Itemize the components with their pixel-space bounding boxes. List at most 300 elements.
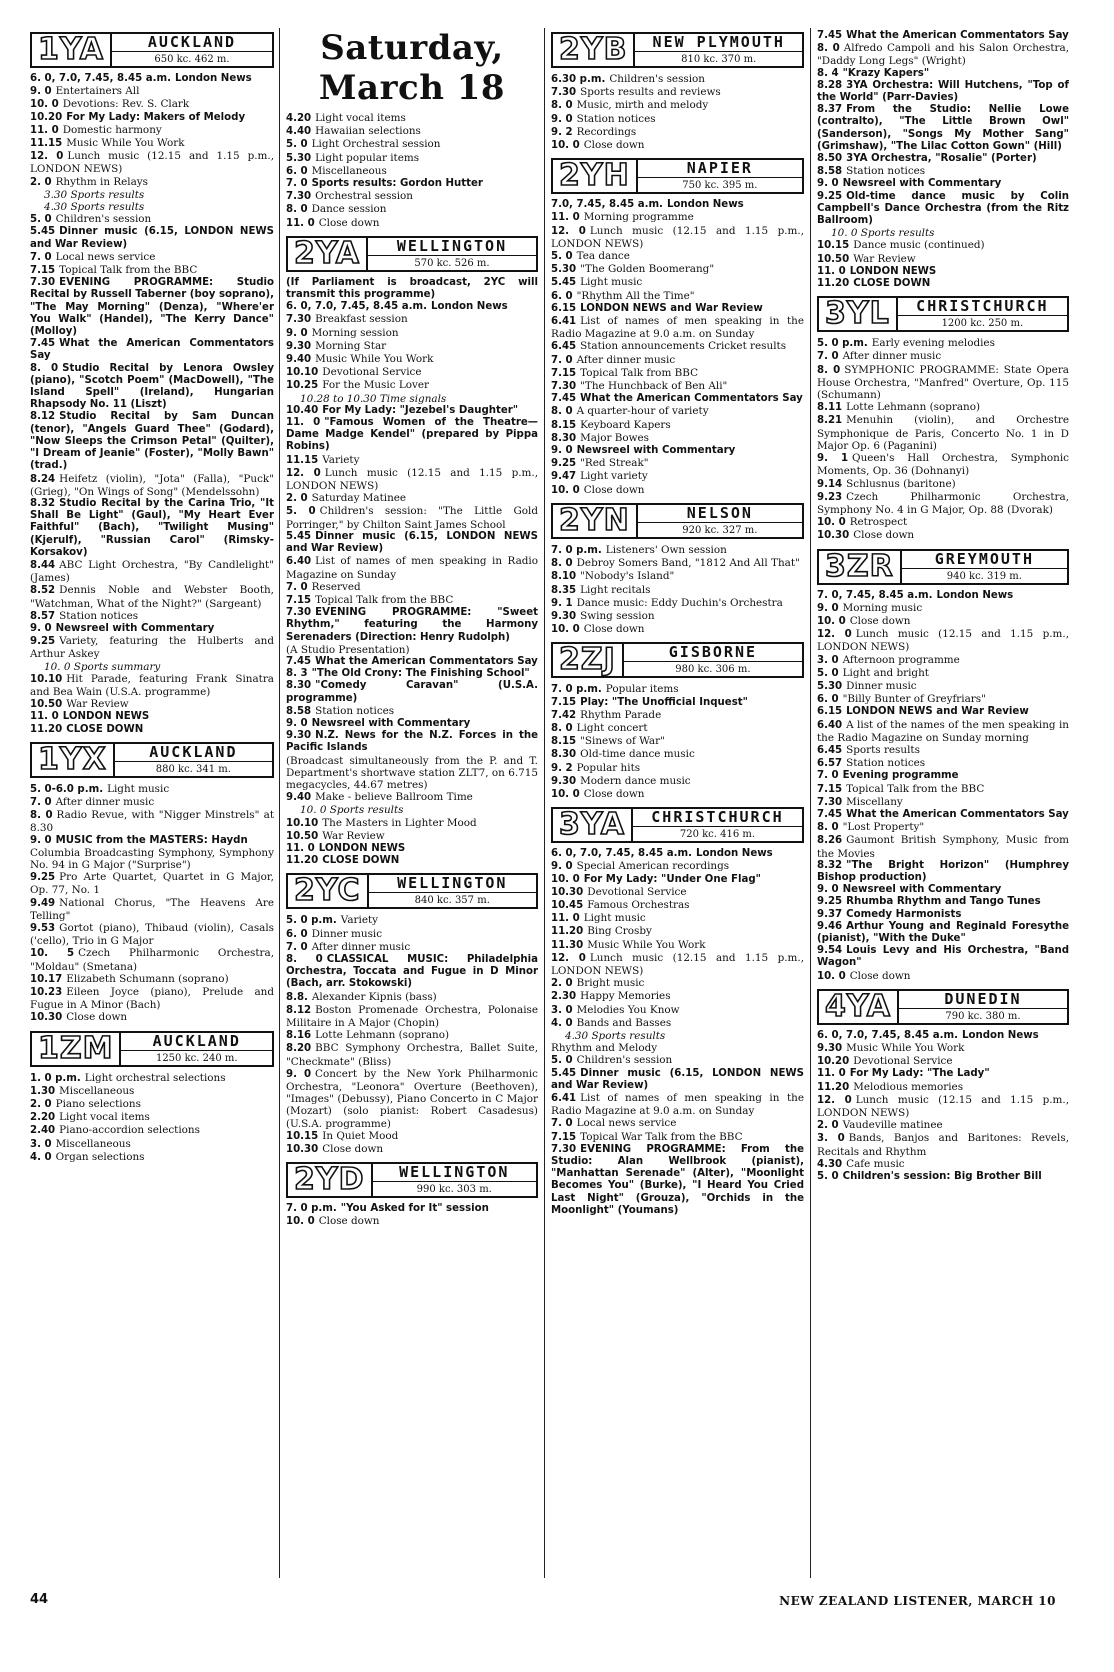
programme-time: 9.40 [286, 354, 312, 366]
programme-entry [286, 125, 538, 138]
programme-title: "Comedy Caravan" (U.S.A. programme) [286, 680, 538, 704]
programme-entry [817, 628, 1069, 653]
programme-time: 7.15 [551, 696, 577, 708]
station-city: AUCKLAND [121, 1033, 272, 1051]
programme-time: 7. 0 p.m. [551, 684, 602, 696]
programme-entry [817, 615, 1069, 628]
station-frequency: 880 kc. 341 m. [155, 763, 231, 775]
programme-time: 7.15 [817, 783, 843, 795]
programme-title: (A Studio Presentation) [286, 643, 410, 656]
programme-time: 1. 0 p.m. [30, 1072, 81, 1084]
programme-time: 6.41 [551, 316, 577, 328]
programme-time: 10. 0 [551, 788, 580, 800]
programme-title: Dinner music [311, 927, 383, 940]
programme-entry [817, 227, 1069, 239]
programme-time: 6. 0, 7.0, 7.45, 8.45 a.m. [551, 848, 692, 860]
programme-title: Famous Orchestras [587, 898, 690, 911]
programme-time: 7.30 [551, 87, 577, 99]
programme-time: 7. 0 [286, 178, 308, 190]
programme-entry [817, 253, 1069, 266]
station-city: WELLINGTON [373, 1164, 537, 1182]
programme-title: A list of the names of the men speaking in the Radio Magazine on Sunday morning [817, 718, 1069, 744]
programme-entry [551, 432, 804, 445]
programme-time: 8. 4 [817, 67, 839, 79]
column-3 [551, 28, 804, 1598]
programme-entry [551, 1004, 804, 1017]
programme-entry [30, 73, 274, 85]
station-callsign: 2YB [553, 34, 635, 66]
programme-time: 4.40 [286, 126, 312, 138]
programme-entry [817, 1030, 1069, 1042]
station-city: GREYMOUTH [902, 551, 1067, 569]
programme-entry [286, 1215, 538, 1228]
programme-entry [30, 189, 274, 201]
programme-title: CLOSE DOWN [66, 723, 144, 735]
programme-time: 7. 0 [551, 354, 573, 366]
programme-title: Queen's Hall Orchestra, Symphonic Moments, Op. 36 (Dohnanyi) [817, 452, 1069, 478]
programme-title: Morning Star [315, 339, 387, 352]
programme-title: Bright music [576, 977, 645, 990]
programme-time: 9.30 [286, 730, 312, 742]
programme-time: 7. 0 [551, 1118, 573, 1130]
station-3yl [817, 296, 1069, 542]
programme-title: Children's session: Big Brother Bill [842, 1171, 1042, 1183]
programme-time: 5. 0 [30, 214, 52, 226]
programme-time: 8.57 [30, 610, 56, 622]
programme-title: Gortot (piano), Thibaud (violin), Casals ('cello), Trio in G Major [30, 922, 274, 948]
programme-entry [286, 190, 538, 203]
programme-time: 5.45 [286, 530, 312, 542]
programme-title: Rhumba Rhythm and Tango Tunes [846, 896, 1041, 908]
programme-entry [817, 1081, 1069, 1094]
station-frequency: 750 kc. 395 m. [682, 180, 758, 192]
programme-title: Newsreel with Commentary [311, 717, 471, 729]
programme-time: 11.20 [286, 855, 319, 867]
programme-time: 8. 0 [30, 362, 59, 374]
programme-time: 7. 0 [30, 251, 52, 263]
programme-entry [30, 1151, 274, 1164]
programme-time: 1.30 [30, 1085, 56, 1097]
station-2yn [551, 503, 804, 636]
programme-entry [551, 709, 804, 722]
programme-entry [286, 718, 538, 730]
programme-title: What the American Commentators Say [846, 30, 1069, 41]
programme-entry [817, 770, 1069, 782]
programme-title: Topical Talk from BBC [580, 366, 699, 379]
programme-title: LONDON NEWS [849, 265, 937, 277]
programme-entry [551, 762, 804, 775]
programme-time: 10.23 [30, 987, 63, 999]
programme-entry [30, 835, 274, 847]
programme-entry [286, 914, 538, 927]
programme-time: 6. 0, 7.0, 7.45, 8.45 a.m. [30, 73, 171, 84]
programme-title: SYMPHONIC PROGRAMME: State Opera House Orchestra, "Manfred" Overture, Op. 115 (Schumann) [817, 363, 1069, 402]
programme-title: Music, mirth and melody [576, 99, 709, 112]
programme-entry [551, 126, 804, 139]
programme-entry [551, 557, 804, 570]
programme-entry [551, 290, 804, 303]
programme-title: Newsreel with Commentary [842, 884, 1002, 896]
programme-entry [817, 945, 1069, 969]
programme-entry [30, 150, 274, 175]
programme-title: Happy Memories [580, 990, 671, 1003]
station-logo [817, 296, 1069, 332]
programme-time: 10.30 [286, 1144, 319, 1156]
programme-time: 11. 0 [286, 417, 321, 429]
programme-entry [551, 419, 804, 432]
programme-title: LONDON NEWS [62, 711, 150, 723]
station-2yc [286, 873, 538, 1156]
programme-time: 2. 0 [30, 176, 52, 188]
station-logo-details [638, 160, 802, 192]
programme-entry [551, 199, 804, 211]
programme-entry [286, 581, 538, 594]
programme-title: Light vocal items [59, 1111, 150, 1124]
programme-entry [286, 928, 538, 941]
programme-entry [817, 744, 1069, 757]
programme-title: Light vocal items [315, 112, 406, 124]
programme-entry [30, 213, 274, 226]
programme-time: 9.25 [817, 896, 843, 908]
station-callsign: 3ZR [819, 551, 902, 583]
programme-entry [286, 454, 538, 467]
programme-entry [30, 973, 274, 986]
station-3ya [551, 807, 804, 1217]
programme-entry [551, 788, 804, 801]
programme-time: 8.58 [817, 166, 843, 178]
programme-title: The Masters in Lighter Mood [322, 816, 477, 829]
programme-time: 7.30 [286, 314, 312, 326]
programme-title: Rhythm and Melody [551, 1042, 658, 1055]
station-callsign: 2YC [288, 875, 369, 907]
column-rule [810, 28, 811, 1578]
programme-time: 8.21 [817, 415, 843, 427]
programme-entry [30, 809, 274, 834]
station-city: DUNEDIN [899, 991, 1067, 1009]
programme-time: 10.17 [30, 973, 63, 985]
programme-entry [551, 380, 804, 393]
programme-entry [30, 698, 274, 711]
programme-title: Lunch music (12.15 and 1.15 p.m., LONDON NEWS) [817, 1093, 1069, 1120]
programme-entry [551, 1092, 804, 1117]
programme-title: Morning session [311, 326, 399, 339]
programme-time: 7. 0 [286, 581, 308, 593]
programme-time: 9. 0 [551, 113, 573, 125]
programme-title: A quarter-hour of variety [576, 405, 709, 418]
programme-title: Station notices [846, 165, 926, 178]
programme-title: Rhythm in Relays [55, 175, 149, 188]
programme-title: EVENING PROGRAMME: Studio Recital by Russell Taberner (boy soprano), "The May Morning" (Denza), "Where'er You Walk" (Handel), "The Kerry Dance" (Molloy) [30, 277, 274, 338]
programme-title: Studio Recital by the Carina Trio, "It Shall Be Light" (Gaul), "My Heart Ever Faithful" (Bach), "Twilight Musing" (Kjerulf), "Russian Carol" (Rimsky-Korsakov) [30, 497, 274, 558]
programme-entry [551, 683, 804, 696]
programme-title: Dinner music (6.15, LONDON NEWS and War Review) [286, 530, 538, 555]
station-callsign: 4YA [819, 991, 899, 1023]
programme-title: After dinner music [842, 350, 942, 363]
programme-title: Elizabeth Schumann (soprano) [66, 972, 229, 985]
programme-entry [286, 405, 538, 417]
station-continued [817, 30, 1069, 290]
programme-title: Close down [583, 483, 645, 496]
programme-time: 9. 0 [286, 717, 308, 729]
programme-title: Close down [583, 787, 645, 800]
programme-time: 9. 0 [30, 834, 52, 846]
programme-time: 9.25 [30, 636, 56, 648]
programme-time: 9.14 [817, 478, 843, 490]
programme-title: After dinner music [311, 940, 411, 953]
programme-title: Topical Talk from the BBC [59, 264, 198, 277]
station-2zj [551, 642, 804, 801]
programme-time: 7.45 [286, 655, 312, 667]
programme-time: 5. 0 [551, 251, 573, 263]
programme-entry [817, 834, 1069, 859]
programme-entry [817, 178, 1069, 190]
programme-title: Light music [583, 912, 646, 925]
station-logo [551, 642, 804, 678]
programme-time: 8.32 [817, 859, 843, 871]
programme-title: Miscellaneous [59, 1084, 135, 1097]
station-logo [30, 32, 274, 68]
programme-time: 9.30 [551, 610, 577, 622]
station-logo-details [369, 875, 536, 907]
programme-time: 9.23 [817, 491, 843, 503]
programme-time: 8.15 [551, 419, 577, 431]
programme-entry [286, 203, 538, 216]
programme-entry [817, 191, 1069, 228]
programme-time: 9. 0 [817, 602, 839, 614]
station-callsign: 1YA [32, 34, 112, 66]
programme-title: In Quiet Mood [322, 1129, 399, 1142]
programme-title: Dance music: Eddy Duchin's Orchestra [576, 596, 783, 609]
programme-title: Boston Promenade Orchestra, Polonaise Militaire in A Major (Chopin) [286, 1003, 538, 1029]
programme-entry [30, 226, 274, 250]
programme-entry [817, 104, 1069, 153]
station-frequency: 790 kc. 380 m. [945, 1010, 1021, 1022]
programme-time: 7.45 [551, 393, 577, 405]
programme-entry [817, 491, 1069, 516]
programme-entry [817, 1094, 1069, 1119]
programme-entry [286, 1042, 538, 1067]
programme-entry [817, 478, 1069, 491]
programme-title: Studio Recital by Sam Duncan (tenor), "Angels Guard Thee" (Godard), "Now Sleeps the Crimson Petal" (Quilter), "I Dream of Jeanie" (Foster), "Molly Bawn" (trad.) [30, 411, 274, 472]
programme-title: "Billy Bunter of Greyfriars" [842, 693, 986, 706]
programme-entry [551, 225, 804, 250]
programme-title: Close down [583, 139, 645, 152]
station-frequency: 1250 kc. 240 m. [155, 1052, 238, 1064]
programme-entry [551, 912, 804, 925]
programme-time: 2. 0 [286, 493, 308, 505]
programme-entry [551, 367, 804, 380]
programme-time: 7.30 [30, 277, 56, 289]
programme-entry [817, 153, 1069, 165]
programme-title: Dance session [311, 203, 387, 216]
programme-title: Music While You Work [315, 353, 434, 366]
programme-entry [817, 884, 1069, 896]
programme-entry [817, 1158, 1069, 1171]
station-frequency: 570 kc. 526 m. [414, 257, 490, 269]
programme-title: Light popular items [315, 151, 420, 164]
programme-entry [30, 338, 274, 362]
programme-time: 5. 0 [817, 1171, 839, 1183]
programme-entry [286, 1203, 538, 1215]
programme-title: Dennis Noble and Webster Booth, "Watchman, What of the Night?" (Sargeant) [30, 584, 274, 610]
programme-time: 8.50 [817, 153, 843, 165]
programme-entry [551, 886, 804, 899]
station-logo [286, 873, 538, 909]
programme-title: Newsreel with Commentary [55, 622, 215, 634]
station-frequency: 810 kc. 370 m. [681, 54, 757, 65]
programme-entry [30, 1111, 274, 1124]
programme-entry [30, 897, 274, 922]
programme-entry [286, 301, 538, 313]
programme-time: 9.25 [30, 872, 56, 884]
programme-title: Local news service [55, 250, 156, 263]
programme-entry [817, 1055, 1069, 1068]
station-3zr [817, 549, 1069, 983]
programme-time: 10.20 [817, 1056, 850, 1068]
programme-entry [286, 644, 538, 656]
programme-entry [286, 505, 538, 530]
programme-title: Light recitals [580, 583, 651, 596]
programme-time: 11. 0 [551, 212, 580, 224]
programme-title: Bands, Banjos and Baritones: Revels, Recitals and Rhythm [817, 1132, 1069, 1158]
programme-entry [286, 353, 538, 366]
programme-time: 7.45 [817, 808, 843, 820]
programme-time: 8.28 [817, 79, 843, 91]
programme-entry [30, 277, 274, 338]
programme-time: 8. 0 [817, 43, 840, 55]
programme-title: Lotte Lehmann (soprano) [846, 401, 981, 414]
programme-time: 8.8. [286, 991, 308, 1003]
station-2yh [551, 158, 804, 497]
programme-title: Close down [318, 1215, 380, 1228]
programme-entry [30, 922, 274, 947]
programme-entry [30, 610, 274, 623]
programme-time: 11.20 [817, 1081, 850, 1093]
station-continued [286, 112, 538, 230]
programme-entry [286, 817, 538, 830]
programme-time: 5. 0 [551, 1055, 573, 1067]
station-1zm [30, 1031, 274, 1164]
programme-time: 8.24 [30, 473, 56, 485]
programme-time: 9. 0 [817, 178, 839, 190]
programme-time: 11. 0 [30, 124, 59, 136]
station-logo-details [624, 644, 802, 676]
programme-time: 8.16 [286, 1030, 312, 1042]
programme-time: 9.25 [817, 190, 843, 202]
programme-title: Early evening melodies [871, 337, 995, 350]
programme-entry [30, 1085, 274, 1098]
listener-page [30, 28, 1086, 1638]
programme-time: 5.45 [30, 226, 56, 238]
programme-entry [551, 1017, 804, 1030]
programme-time: 10. 0 [817, 970, 846, 982]
programme-time: 8. 0 [551, 100, 573, 112]
programme-time: 7.42 [551, 709, 577, 721]
programme-time: 7.30 [551, 1143, 577, 1155]
programme-title: List of names of men speaking in the Radio Magazine at 9.0 a.m. on Sunday [551, 1092, 804, 1118]
programme-entry [30, 1098, 274, 1111]
column-2 [286, 28, 538, 1598]
programme-title: London News [666, 199, 744, 211]
programme-time: 3. 0 [30, 1138, 52, 1150]
programme-time: 5. 0 [286, 506, 316, 518]
programme-time: 6.57 [817, 758, 843, 770]
programme-entry [551, 445, 804, 457]
programme-time: 8. 0 [30, 810, 53, 822]
programme-title: Close down [322, 1143, 384, 1156]
programme-time: 3. 0 [817, 654, 839, 666]
programme-time: 10.15 [817, 240, 850, 252]
programme-entry [286, 830, 538, 843]
programme-title: Lunch music (12.15 and 1.15 p.m., LONDON NEWS) [551, 951, 804, 977]
programme-time: 7. 0 p.m. [551, 544, 602, 556]
programme-title: Sports results: Gordon Hutter [311, 178, 483, 190]
programme-entry [30, 559, 274, 584]
programme-time: 9. 0 [286, 1068, 312, 1080]
programme-entry [551, 113, 804, 126]
programme-entry [817, 680, 1069, 693]
programme-time: 11.20 [551, 926, 584, 938]
programme-time: 11. 0 [286, 842, 315, 854]
programme-title: Alexander Kipnis (bass) [311, 990, 437, 1003]
programme-title: What the American Commentators Say [30, 338, 274, 362]
programme-time: 8.12 [30, 411, 56, 423]
programme-time: 8. 0 [551, 406, 573, 418]
station-city: CHRISTCHURCH [898, 298, 1067, 316]
programme-time: 6.40 [286, 556, 312, 568]
programme-time: 7.30 [286, 191, 312, 203]
programme-time: 10. 0 [551, 873, 580, 885]
programme-time: 5.45 [551, 277, 577, 289]
programme-time: 10.15 [286, 1130, 319, 1142]
programme-title: Station notices [59, 609, 139, 622]
programme-time: 10. 0 [551, 140, 580, 152]
programme-time: 5. 0 [817, 667, 839, 679]
programme-title: London News [961, 1029, 1039, 1041]
programme-time: 9.54 [817, 945, 843, 957]
programme-time: 8.30 [551, 749, 577, 761]
programme-time: 9.30 [286, 340, 312, 352]
programme-title: Piano-accordion selections [59, 1124, 200, 1137]
programme-title: Miscellaneous [55, 1137, 131, 1150]
programme-time: 3. 0 [817, 1133, 845, 1145]
programme-title: MUSIC from the MASTERS: Haydn [55, 834, 248, 846]
station-1yx [30, 742, 274, 1025]
programme-entry [30, 584, 274, 609]
programme-time: 10.45 [551, 899, 584, 911]
programme-title: Station notices [315, 704, 395, 717]
programme-entry [286, 843, 538, 855]
programme-entry [286, 1130, 538, 1143]
programme-entry [817, 909, 1069, 921]
programme-title: Hawaiian selections [315, 125, 421, 138]
programme-entry [551, 697, 804, 709]
programme-entry [817, 452, 1069, 477]
programme-title: Light Orchestral session [311, 138, 441, 151]
programme-title: Debroy Somers Band, "1812 And All That" [576, 557, 800, 570]
programme-entry [817, 529, 1069, 542]
programme-time: 9. 0 [817, 884, 839, 896]
programme-entry [30, 661, 274, 673]
programme-time: 7.15 [551, 1131, 577, 1143]
programme-entry [817, 401, 1069, 414]
programme-entry [551, 1042, 804, 1054]
programme-title: Lunch music (12.15 and 1.15 p.m., LONDON NEWS) [30, 150, 274, 176]
programme-title: Close down [583, 623, 645, 636]
programme-entry [551, 570, 804, 583]
programme-title: 3YA Orchestra: Will Hutchens, "Top of the World" (Parr-Davies) [817, 79, 1069, 104]
programme-time: 6. 0 [817, 694, 839, 706]
